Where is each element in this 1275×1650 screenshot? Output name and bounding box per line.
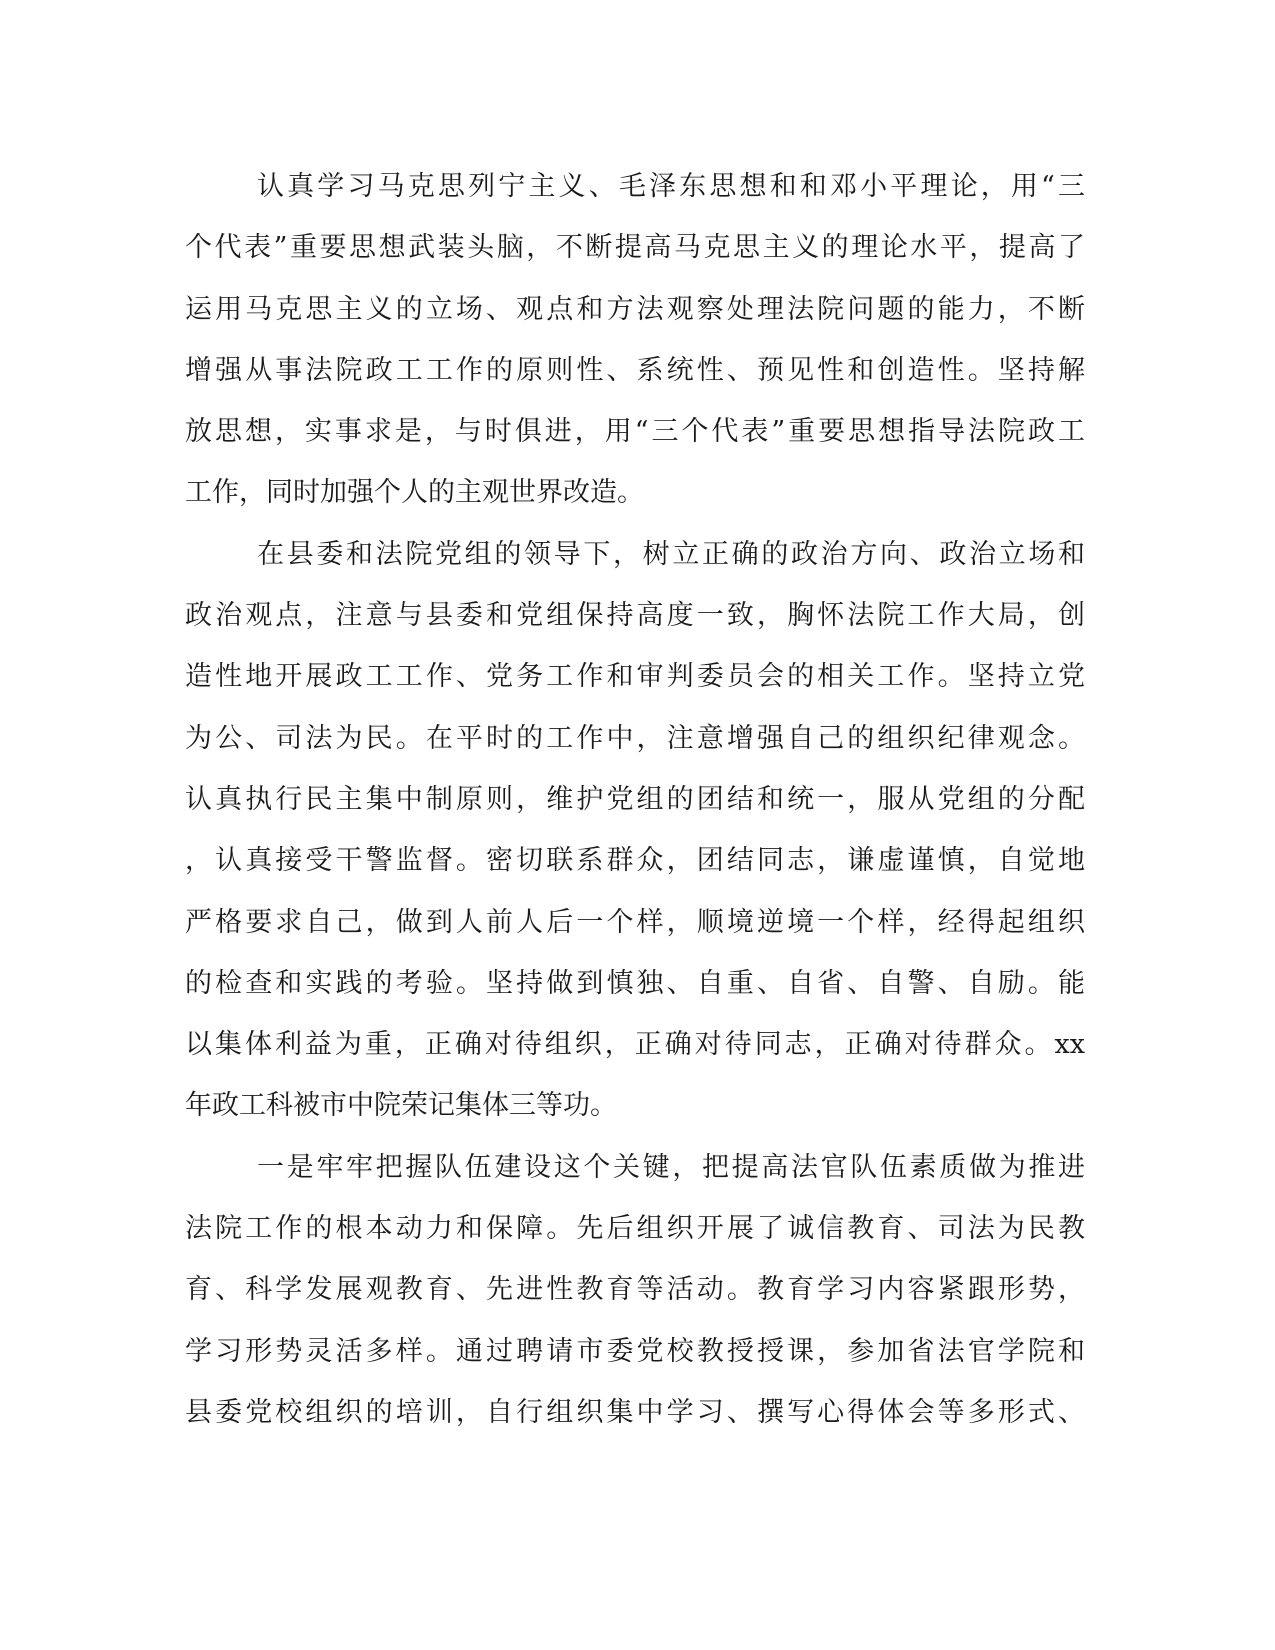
paragraph-2-line-8: 的检查和实践的考验。坚持做到慎独、自重、自省、自警、自励。能 [185,967,1085,999]
body-text [185,156,1085,1443]
paragraph-2-line-9: 以集体利益为重，正确对待组织，正确对待同志，正确对待群众。xx [185,1029,1085,1061]
paragraph-2-line-7: 严格要求自己，做到人前人后一个样，顺境逆境一个样，经得起组织 [185,906,1085,938]
paragraph-2-line-1: 在县委和法院党组的领导下，树立正确的政治方向、政治立场和 [257,538,1085,570]
paragraph-2-line-5: 认真执行民主集中制原则，维护党组的团结和统一，服从党组的分配 [185,783,1085,815]
paragraph-1-line-5: 放思想，实事求是，与时俱进，用“三个代表”重要思想指导法院政工 [185,416,1085,448]
paragraph-3-line-5: 县委党校组织的培训，自行组织集中学习、撰写心得体会等多形式、 [185,1396,1085,1428]
paragraph-1-line-3: 运用马克思主义的立场、观点和方法观察处理法院问题的能力，不断 [185,293,1085,325]
paragraph-2-line-4: 为公、司法为民。在平时的工作中，注意增强自己的组织纪律观念。 [185,722,1085,754]
paragraph-1-line-1: 认真学习马克思列宁主义、毛泽东思想和和邓小平理论，用“三 [257,171,1085,202]
paragraph-2-line-6: ，认真接受干警监督。密切联系群众，团结同志，谦虚谨慎，自觉地 [185,845,1085,877]
paragraph-1-line-4: 增强从事法院政工工作的原则性、系统性、预见性和创造性。坚持解 [185,354,1085,386]
paragraph-1-line-2: 个代表”重要思想武装头脑，不断提高马克思主义的理论水平，提高了 [185,232,1085,264]
paragraph-3-line-1: 一是牢牢把握队伍建设这个关键，把提高法官队伍素质做为推进 [257,1151,1085,1183]
paragraph-3-line-4: 学习形势灵活多样。通过聘请市委党校教授授课，参加省法官学院和 [185,1335,1085,1367]
paragraph-2-line-2: 政治观点，注意与县委和党组保持高度一致，胸怀法院工作大局，创 [185,600,1085,632]
paragraph-2-line-3: 造性地开展政工工作、党务工作和审判委员会的相关工作。坚持立党 [185,661,1085,693]
paragraph-3-line-2: 法院工作的根本动力和保障。先后组织开展了诚信教育、司法为民教 [185,1213,1085,1245]
paragraph-2-line-10: 年政工科被市中院荣记集体三等功。 [185,1090,617,1122]
paragraph-3-line-3: 育、科学发展观教育、先进性教育等活动。教育学习内容紧跟形势， [185,1274,1085,1306]
paragraph-1-line-6: 工作，同时加强个人的主观世界改造。 [185,477,644,509]
